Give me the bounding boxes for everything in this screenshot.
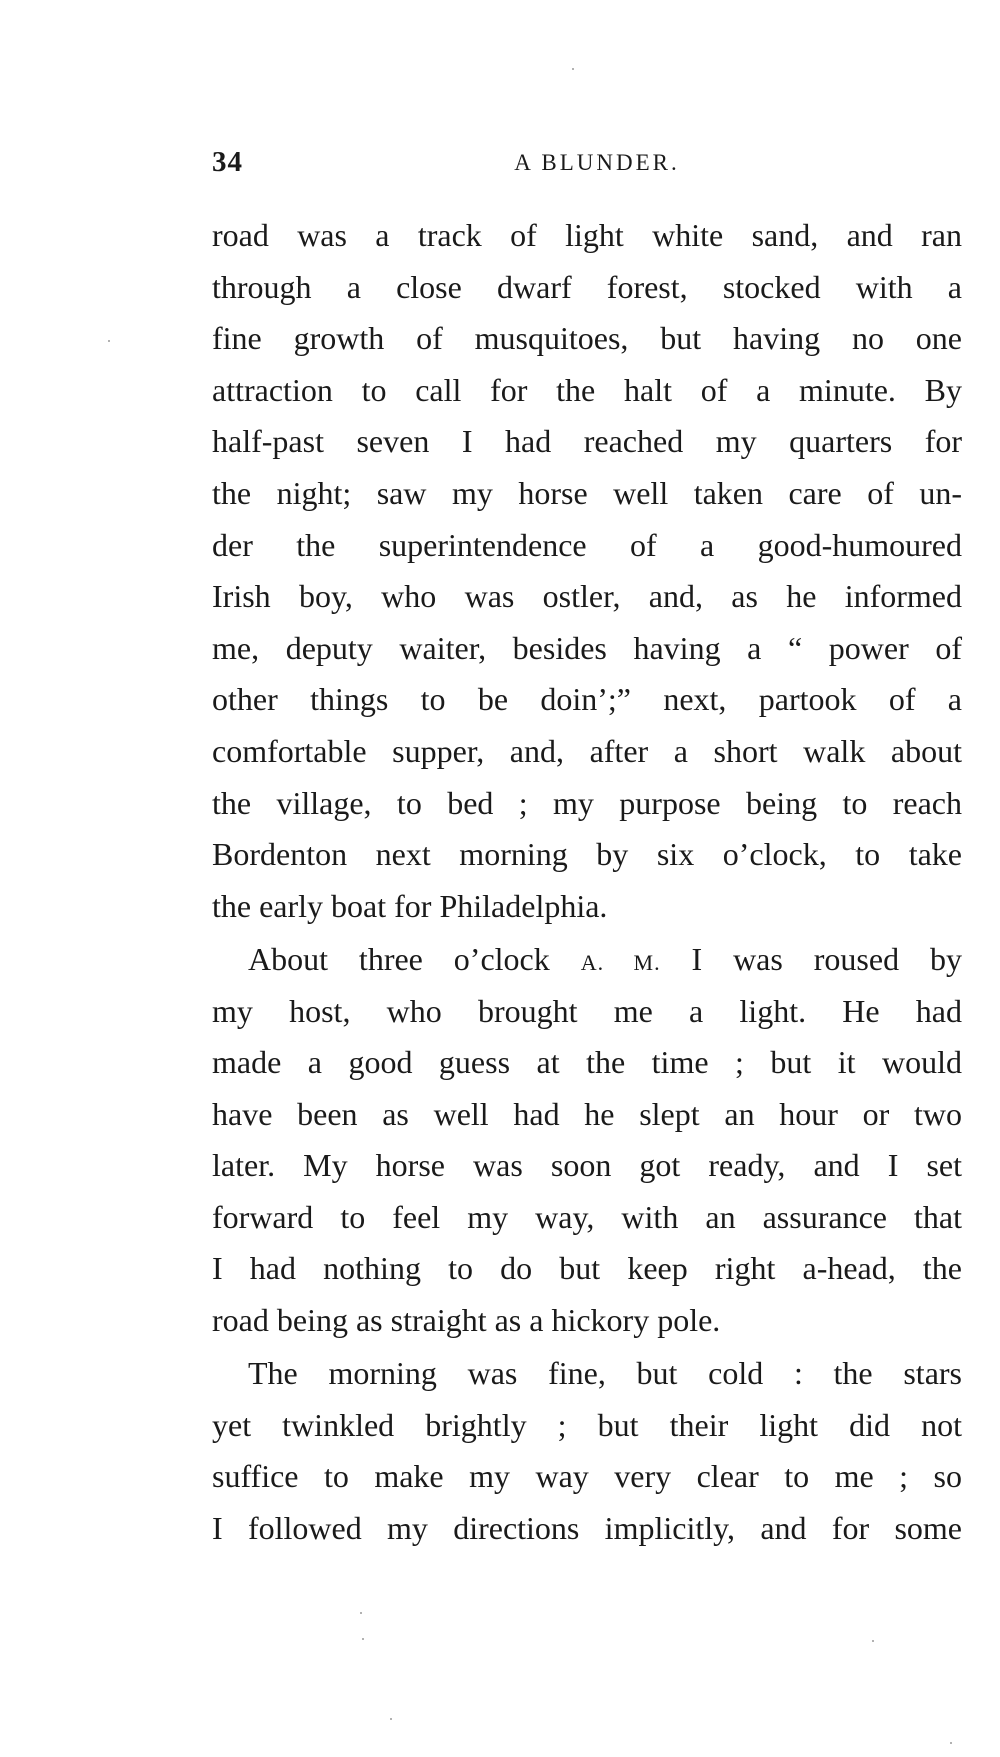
text-line: me, deputy waiter, besides having a “ power of bbox=[212, 629, 962, 666]
paper-speck bbox=[950, 1742, 952, 1744]
paragraph-3 bbox=[212, 1348, 962, 1554]
text-line: through a close dwarf forest, stocked with a bbox=[212, 268, 962, 305]
text-line: road being as straight as a hickory pole. bbox=[212, 1302, 721, 1339]
text-line-end: I was roused by bbox=[660, 940, 962, 977]
text-line bbox=[212, 934, 962, 986]
paper-speck bbox=[872, 1640, 874, 1642]
text-line: Irish boy, who was ostler, and, as he informed bbox=[212, 578, 962, 615]
page-number: 34 bbox=[212, 146, 243, 178]
paper-speck bbox=[360, 1612, 362, 1614]
text-line: half-past seven I had reached my quarters for bbox=[212, 423, 962, 460]
text-line: have been as well had he slept an hour or two bbox=[212, 1095, 962, 1132]
text-line: yet twinkled brightly ; but their light did not bbox=[212, 1406, 962, 1443]
paragraph-2 bbox=[212, 934, 962, 1347]
text-line: fine growth of musquitoes, but having no one bbox=[212, 320, 962, 357]
text-line: made a good guess at the time ; but it would bbox=[212, 1044, 962, 1081]
paper-speck bbox=[362, 1638, 364, 1640]
text-line: Bordenton next morning by six o’clock, to take bbox=[212, 836, 962, 873]
text-line: I had nothing to do but keep right a-head, the bbox=[212, 1250, 962, 1287]
text-line: der the superintendence of a good-humoured bbox=[212, 526, 962, 563]
running-title: A BLUNDER. bbox=[514, 150, 680, 175]
text-line: suffice to make my way very clear to me ; so bbox=[212, 1458, 962, 1495]
text-line: other things to be doin’;” next, partook of a bbox=[212, 681, 962, 718]
text-line: The morning was fine, but cold : the stars bbox=[248, 1355, 962, 1392]
time-abbreviation: A. M. bbox=[580, 949, 661, 975]
paragraph-1 bbox=[212, 210, 962, 932]
body-text bbox=[212, 210, 962, 1555]
running-head bbox=[212, 146, 962, 186]
text-line: I followed my directions implicitly, and for some bbox=[212, 1510, 962, 1547]
text-line: comfortable supper, and, after a short walk about bbox=[212, 732, 962, 769]
text-line-start: About three o’clock bbox=[248, 940, 581, 977]
text-line: the early boat for Philadelphia. bbox=[212, 887, 608, 924]
text-line: forward to feel my way, with an assurance that bbox=[212, 1198, 962, 1235]
paper-speck bbox=[390, 1718, 392, 1720]
paper-speck bbox=[572, 68, 574, 70]
text-line: road was a track of light white sand, and ran bbox=[212, 217, 962, 253]
text-line: the night; saw my horse well taken care of un- bbox=[212, 474, 962, 511]
text-line: my host, who brought me a light. He had bbox=[212, 992, 962, 1029]
text-line: attraction to call for the halt of a minute. By bbox=[212, 371, 962, 408]
text-line: the village, to bed ; my purpose being to reach bbox=[212, 784, 962, 821]
paper-speck bbox=[108, 340, 110, 342]
text-line: later. My horse was soon got ready, and I set bbox=[212, 1147, 962, 1184]
